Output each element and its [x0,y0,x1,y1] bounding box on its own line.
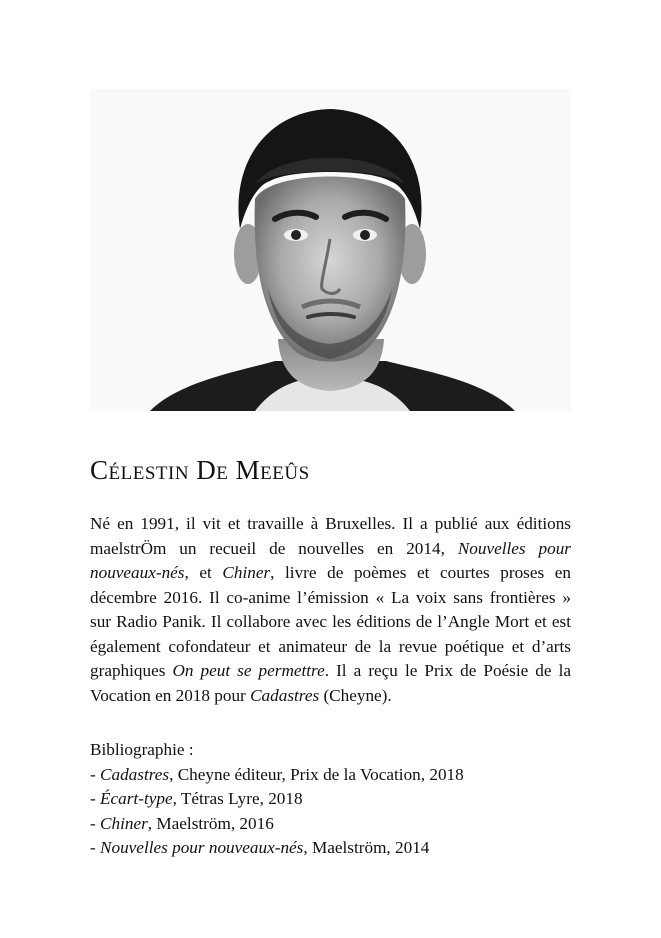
bio-text: décembre 2016. Il co-anime l’émission « La voix sans frontières » [90,587,571,607]
bio-line [90,610,571,635]
bio-title-ref: Chiner [222,563,271,582]
bibliography-item-prefix: - [90,838,101,857]
bio-line [90,561,571,586]
bio-line [90,635,571,660]
bibliography-item-title: Cadastres [100,764,170,784]
bio-text: Vocation en 2018 pour [90,685,251,705]
bio-text: sur Radio Panik. Il collabore avec les éditions de l’Angle Mort et est [90,612,571,631]
bibliography-item-prefix: - [90,764,101,784]
bibliography-item-details: , Tétras Lyre, 2018 [172,789,303,808]
bio-text: graphiques [90,661,173,680]
bibliography-item [90,812,571,837]
bibliography-item-details: , Maelström, 2014 [303,838,430,857]
bio-line [90,684,571,709]
bio-text: Né en 1991, il vit et travaille à Bruxelles. Il a publié aux éditions [90,514,571,533]
bibliography-heading: Bibliographie : [90,740,194,759]
bibliography-item-details: , Cheyne éditeur, Prix de la Vocation, 2018 [169,764,464,784]
bio-text: , et [184,563,223,582]
bio-title-ref: Cadastres [250,685,320,705]
bibliography-item-prefix: - [90,813,101,833]
bibliography-item [90,787,571,812]
bibliography-item [90,836,571,861]
bio-text: également cofondateur et animateur de la revue poétique et d’arts [90,636,571,656]
author-portrait [90,89,571,411]
bibliography-item-details: , Maelström, 2016 [147,813,274,833]
bibliography-list [90,763,571,861]
bio-line [90,512,571,537]
bibliography-item [90,763,571,788]
bio-line [90,659,571,684]
bio-text: maelstrÖm un recueil de nouvelles en 2014, [90,538,458,558]
bio-line [90,586,571,611]
bio-text: , livre de poèmes et courtes proses en [270,563,571,582]
bibliography-item-title: Nouvelles pour nouveaux-nés [100,838,304,857]
bio-title-ref: On peut se permettre [172,661,325,680]
portrait-illustration [90,89,571,411]
bio-text: (Cheyne). [319,685,392,705]
bibliography-item-title: Écart-type [100,789,173,808]
bio-text: . Il a reçu le Prix de Poésie de la [324,661,571,680]
author-name: Célestin De Meeûs [90,455,310,485]
bio-title-ref: nouveaux-nés [90,563,185,582]
bio-title-ref: Nouvelles pour [457,538,571,558]
author-biography [90,512,571,708]
bibliography [90,738,571,861]
bibliography-item-prefix: - [90,789,101,808]
bio-line [90,537,571,562]
bibliography-item-title: Chiner [100,813,148,833]
